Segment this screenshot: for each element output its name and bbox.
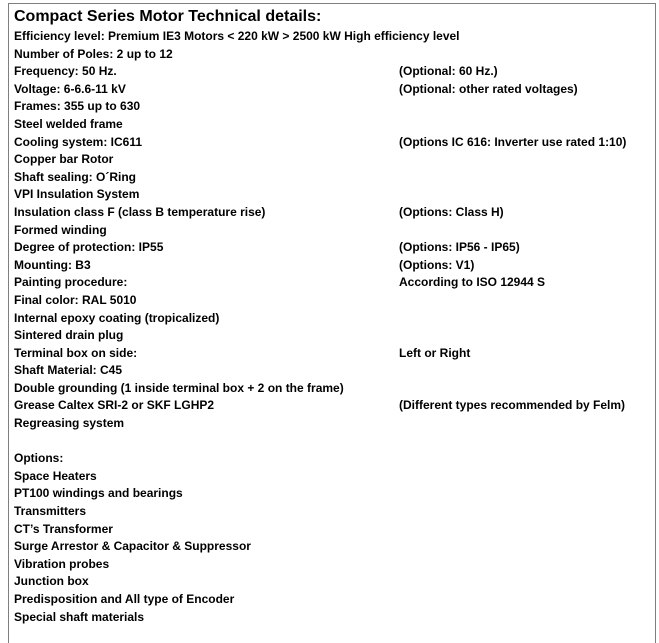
spec-note: (Options: V1) [399, 257, 475, 272]
spec-row [14, 380, 650, 398]
spec-row [14, 222, 650, 240]
spec-label: Sintered drain plug [14, 328, 124, 343]
spec-label: Steel welded frame [14, 116, 123, 131]
spec-label: Regreasing system [14, 416, 125, 431]
option-item: CT’s Transformer [14, 521, 113, 536]
option-item: Transmitters [14, 504, 87, 519]
spec-note: (Optional: other rated voltages) [399, 81, 578, 96]
spec-label: Double grounding (1 inside terminal box + 2 on the frame) [14, 380, 344, 395]
spec-row [14, 169, 650, 187]
spec-row [14, 28, 650, 46]
spec-label: Cooling system: IC611 [14, 134, 143, 149]
spec-label: Final color: RAL 5010 [14, 292, 137, 307]
spec-row [14, 134, 650, 152]
option-item: Predisposition and All type of Encoder [14, 592, 235, 606]
spec-row [14, 204, 650, 222]
spec-row [14, 186, 650, 204]
option-item: Junction box [14, 574, 89, 589]
spec-note: (Optional: 60 Hz.) [399, 64, 498, 79]
spec-note: (Options IC 616: Inverter use rated 1:10) [399, 134, 627, 149]
spec-list [14, 28, 650, 626]
spec-row [14, 327, 650, 345]
option-item: Surge Arrestor & Capacitor & Suppressor [14, 539, 251, 554]
spec-label: Mounting: B3 [14, 257, 91, 272]
options-heading: Options: [14, 451, 64, 466]
spec-label: Terminal box on side: [14, 345, 138, 360]
spec-row [14, 310, 650, 328]
spec-label: Formed winding [14, 222, 107, 237]
spec-row [14, 257, 650, 275]
spec-note: According to ISO 12944 S [399, 275, 546, 290]
spec-row [14, 415, 650, 433]
spec-row [14, 274, 650, 292]
spec-label: Degree of protection: IP55 [14, 240, 164, 255]
spec-row [14, 362, 650, 380]
spec-label: Voltage: 6-6.6-11 kV [14, 81, 126, 96]
option-item: PT100 windings and bearings [14, 486, 183, 501]
spec-row [14, 116, 650, 134]
spec-note: (Options: Class H) [399, 204, 504, 219]
spec-note: Left or Right [399, 345, 471, 360]
spec-row [14, 292, 650, 310]
document-title: Compact Series Motor Technical details: [14, 8, 322, 25]
spec-row [14, 81, 650, 99]
spec-row [14, 345, 650, 363]
section-spacer [14, 433, 650, 451]
spec-row [14, 397, 650, 415]
spec-label: Shaft Material: C45 [14, 363, 123, 378]
spec-note: (Different types recommended by Felm) [399, 398, 626, 413]
spec-label: Insulation class F (class B temperature rise) [14, 204, 266, 219]
spec-label: Shaft sealing: O´Ring [14, 169, 137, 184]
option-item: Space Heaters [14, 468, 97, 483]
spec-row [14, 98, 650, 116]
spec-row [14, 46, 650, 64]
spec-label: Frequency: 50 Hz. [14, 64, 117, 79]
spec-label: Painting procedure: [14, 275, 128, 290]
spec-label: VPI Insulation System [14, 187, 140, 202]
spec-label: Efficiency level: Premium IE3 Motors < 220 kW > 2500 kW High efficiency level [14, 29, 460, 43]
spec-row [14, 63, 650, 81]
spec-label: Frames: 355 up to 630 [14, 99, 141, 114]
spec-label: Grease Caltex SRI-2 or SKF LGHP2 [14, 398, 215, 413]
spec-row [14, 151, 650, 169]
option-item: Special shaft materials [14, 609, 145, 624]
spec-note: (Options: IP56 - IP65) [399, 240, 520, 255]
spec-label: Number of Poles: 2 up to 12 [14, 46, 173, 61]
spec-row [14, 239, 650, 257]
spec-label: Internal epoxy coating (tropicalized) [14, 310, 220, 325]
option-item: Vibration probes [14, 556, 110, 571]
spec-label: Copper bar Rotor [14, 152, 114, 167]
